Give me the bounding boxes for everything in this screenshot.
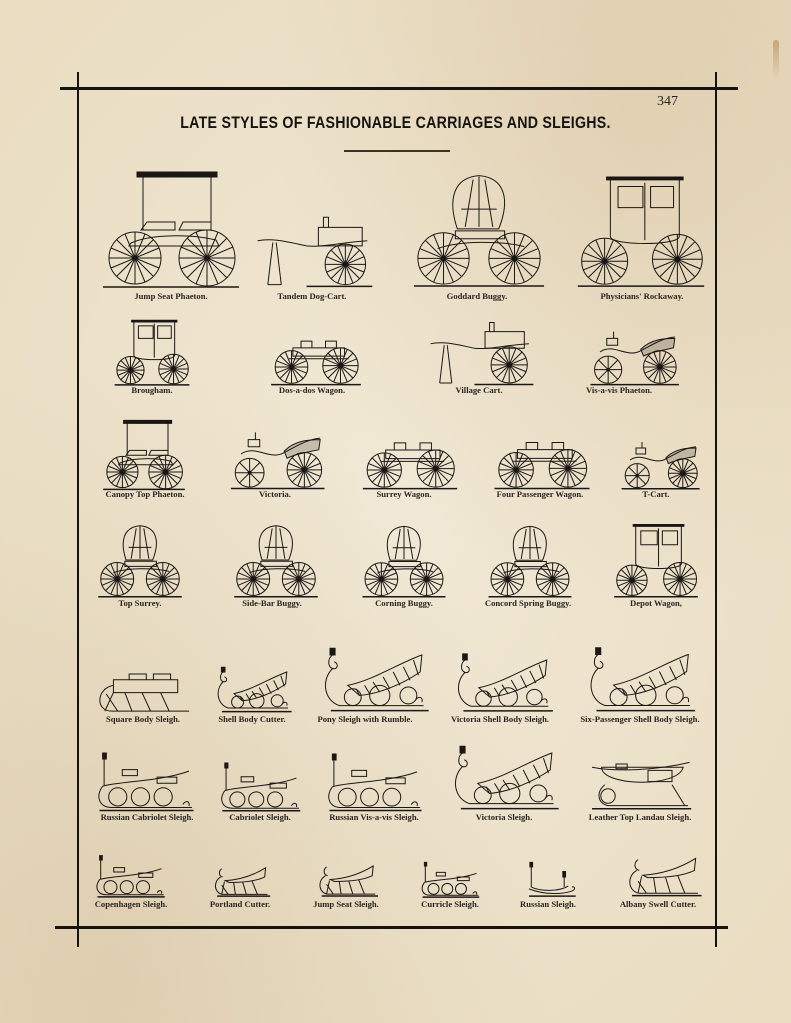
cabriolet-sleigh-icon	[92, 744, 198, 812]
open-carriage-icon	[225, 418, 329, 490]
dog-cart-icon	[256, 168, 374, 288]
russian-sleigh-icon	[518, 842, 582, 898]
figure-caption: Copenhagen Sleigh.	[94, 899, 168, 909]
figure-caption: Russian Vis-a-vis Sleigh.	[329, 812, 419, 822]
hooded-buggy-icon	[360, 522, 448, 598]
shell-sleigh-icon	[210, 646, 294, 714]
figure-caption: Shell Body Cutter.	[218, 714, 286, 724]
figure-caption: T-Cart.	[642, 489, 670, 499]
page-number: 347	[657, 94, 678, 109]
figure-caption: Dos-a-dos Wagon.	[278, 385, 346, 395]
frame-left-rule	[77, 72, 79, 947]
hooded-buggy-icon	[410, 168, 548, 288]
hooded-buggy-icon	[92, 522, 188, 598]
figure-caption: Victoria Shell Body Sleigh.	[450, 714, 550, 724]
cabriolet-sleigh-icon	[92, 842, 168, 898]
open-wagon-icon	[490, 418, 594, 490]
landau-sleigh-icon	[584, 744, 696, 812]
figure-caption: Leather Top Landau Sleigh.	[588, 812, 692, 822]
figure-caption: Physicians' Rockaway.	[600, 291, 684, 301]
canopy-top-carriage-icon	[100, 168, 242, 288]
figure-caption: Top Surrey.	[118, 598, 162, 608]
figure-caption: Six-Passenger Shell Body Sleigh.	[580, 714, 700, 724]
figure-caption: Corning Buggy.	[375, 598, 433, 608]
open-wagon-icon	[360, 418, 460, 490]
cabriolet-sleigh-icon	[216, 744, 304, 812]
figure-caption: Tandem Dog-Cart.	[277, 291, 347, 301]
figure-caption: Russian Cabriolet Sleigh.	[100, 812, 194, 822]
open-carriage-icon	[618, 418, 702, 490]
figure-caption: Surrey Wagon.	[376, 489, 432, 499]
frame-bottom-rule	[55, 926, 728, 929]
title-divider	[344, 150, 450, 152]
cutter-icon	[208, 842, 272, 898]
figure-caption: Goddard Buggy.	[446, 291, 508, 301]
figure-caption: Four Passenger Wagon.	[496, 489, 584, 499]
figure-caption: Cabriolet Sleigh.	[229, 812, 291, 822]
page-title: LATE STYLES OF FASHIONABLE CARRIAGES AND SLEIGHS.	[180, 114, 611, 132]
figure-caption: Brougham.	[131, 385, 173, 395]
figure-caption: Depot Wagon,	[630, 598, 682, 608]
figure-caption: Side-Bar Buggy.	[242, 598, 302, 608]
figure-caption: Jump Seat Phaeton.	[134, 291, 208, 301]
cutter-icon	[620, 842, 704, 898]
cabriolet-sleigh-icon	[418, 842, 482, 898]
figure-caption: Village Cart.	[455, 385, 503, 395]
figure-caption: Curricle Sleigh.	[421, 899, 479, 909]
frame-right-rule	[715, 72, 717, 947]
figure-caption: Portland Cutter.	[209, 899, 271, 909]
shell-sleigh-icon	[314, 646, 432, 714]
figure-caption: Vis-a-vis Phaeton.	[585, 385, 653, 395]
figure-caption: Albany Swell Cutter.	[619, 899, 697, 909]
figure-caption: Jump Seat Sleigh.	[313, 899, 379, 909]
figure-caption: Canopy Top Phaeton.	[105, 489, 185, 499]
closed-coach-icon	[608, 522, 704, 598]
closed-coach-icon	[574, 168, 708, 288]
paper-stain	[773, 40, 779, 80]
canopy-top-carriage-icon	[94, 418, 194, 490]
figure-caption: Pony Sleigh with Rumble.	[317, 714, 413, 724]
cutter-icon	[312, 842, 380, 898]
shell-sleigh-icon	[576, 646, 702, 714]
cabriolet-sleigh-icon	[322, 744, 426, 812]
figure-caption: Concord Spring Buggy.	[484, 598, 572, 608]
dog-cart-icon	[428, 318, 536, 386]
open-carriage-icon	[562, 318, 706, 386]
frame-top-rule	[60, 87, 738, 90]
hooded-buggy-icon	[230, 522, 322, 598]
square-sleigh-icon	[92, 646, 192, 714]
shell-sleigh-icon	[444, 744, 562, 812]
hooded-buggy-icon	[486, 522, 574, 598]
closed-coach-icon	[95, 318, 209, 386]
open-wagon-icon	[268, 318, 364, 386]
figure-caption: Victoria.	[259, 489, 291, 499]
shell-sleigh-icon	[448, 646, 556, 714]
figure-caption: Victoria Sleigh.	[475, 812, 533, 822]
figure-caption: Russian Sleigh.	[520, 899, 576, 909]
figure-caption: Square Body Sleigh.	[105, 714, 181, 724]
